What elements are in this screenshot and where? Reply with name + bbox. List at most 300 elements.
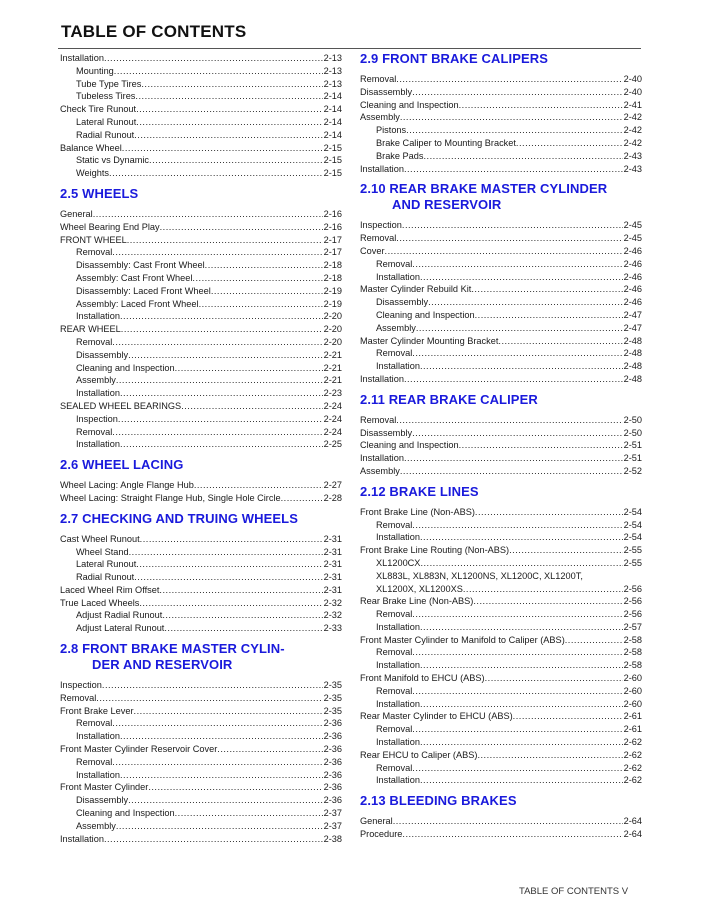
- toc-entry-label: Installation: [376, 361, 420, 372]
- toc-entry-label: Procedure: [360, 829, 403, 840]
- toc-entry[interactable]: [60, 692, 342, 705]
- dot-leader: [412, 258, 622, 271]
- toc-entry-page: 2-20: [323, 311, 342, 322]
- dot-leader: [396, 414, 622, 427]
- toc-entry[interactable]: [60, 717, 342, 730]
- dot-leader: [402, 219, 623, 232]
- toc-entry-page: 2-48: [623, 373, 642, 384]
- toc-entry-page: 2-55: [623, 545, 642, 556]
- dot-leader: [129, 546, 323, 559]
- section-heading-2-6-wheel-lacing[interactable]: [60, 457, 342, 473]
- toc-entry[interactable]: [360, 283, 642, 296]
- dot-leader: [118, 413, 323, 426]
- toc-entry[interactable]: [60, 246, 342, 259]
- dot-leader: [404, 452, 623, 465]
- dot-leader: [412, 347, 622, 360]
- toc-entry[interactable]: [360, 232, 642, 245]
- toc-entry-label: Removal: [76, 247, 113, 258]
- toc-entry[interactable]: [60, 533, 342, 546]
- toc-entry[interactable]: [360, 150, 642, 163]
- dot-leader: [159, 584, 322, 597]
- toc-entry-page: 2-51: [623, 453, 642, 464]
- toc-entry-page: 2-32: [323, 610, 342, 621]
- dot-leader: [140, 533, 323, 546]
- toc-entry-label: Installation: [60, 833, 104, 844]
- toc-entry-page: 2-17: [323, 247, 342, 258]
- dot-leader: [424, 150, 623, 163]
- toc-entry-page: 2-36: [323, 756, 342, 767]
- toc-entry-page: 2-58: [623, 634, 642, 645]
- dot-leader: [217, 743, 322, 756]
- toc-entry-page: 2-56: [623, 596, 642, 607]
- toc-entry-label: Removal: [76, 756, 113, 767]
- toc-entry-label: Disassembly: [360, 86, 413, 97]
- toc-entry-label: Radial Runout: [76, 572, 135, 583]
- toc-entry[interactable]: [60, 769, 342, 782]
- toc-entry[interactable]: [360, 774, 642, 787]
- toc-entry-page: 2-46: [623, 245, 642, 256]
- dot-leader: [475, 506, 623, 519]
- toc-entry[interactable]: [60, 438, 342, 451]
- toc-entry[interactable]: [60, 794, 342, 807]
- toc-entry[interactable]: [60, 426, 342, 439]
- toc-entry[interactable]: [360, 99, 642, 112]
- toc-entry[interactable]: [360, 124, 642, 137]
- section-heading-2-7-checking-and-truing-wheels[interactable]: [60, 511, 342, 527]
- toc-entry[interactable]: [60, 154, 342, 167]
- dot-leader: [402, 828, 622, 841]
- toc-entry-label: Radial Runout: [76, 129, 135, 140]
- dot-leader: [112, 426, 322, 439]
- toc-entry[interactable]: [360, 544, 642, 557]
- dot-leader: [199, 298, 323, 311]
- section-heading-text: 2.12 BRAKE LINES: [360, 483, 479, 499]
- section-heading-2-5-wheels[interactable]: [60, 186, 342, 202]
- dot-leader: [412, 519, 622, 532]
- toc-entry[interactable]: [60, 833, 342, 846]
- dot-leader: [112, 246, 322, 259]
- dot-leader: [112, 336, 322, 349]
- toc-entry-label: Brake Caliper to Mounting Bracket: [376, 137, 516, 148]
- toc-entry-page: 2-47: [623, 309, 642, 320]
- toc-entry-label: Installation: [376, 621, 420, 632]
- toc-entry[interactable]: [60, 807, 342, 820]
- toc-entry-page: 2-36: [323, 795, 342, 806]
- toc-entry[interactable]: [60, 65, 342, 78]
- dot-leader: [122, 142, 323, 155]
- toc-entry-label: Removal: [376, 762, 413, 773]
- toc-entry-label: Installation: [60, 53, 104, 63]
- toc-entry[interactable]: [60, 142, 342, 155]
- toc-entry[interactable]: [60, 597, 342, 610]
- dot-leader: [121, 323, 323, 336]
- toc-entry[interactable]: [360, 815, 642, 828]
- toc-entry-label: Removal: [76, 336, 113, 347]
- toc-entry[interactable]: [360, 439, 642, 452]
- dot-leader: [420, 271, 623, 284]
- toc-entry-label: Front Brake Line (Non-ABS): [360, 506, 475, 517]
- toc-entry[interactable]: [60, 167, 342, 180]
- toc-entry[interactable]: [60, 374, 342, 387]
- section-heading-2-8-front-brake-master-cylin[interactable]: [60, 641, 342, 673]
- toc-entry[interactable]: [360, 749, 642, 762]
- toc-entry[interactable]: [60, 285, 342, 298]
- dot-leader: [463, 583, 623, 596]
- toc-entry-label: Disassembly: [360, 427, 413, 438]
- toc-entry-page: 2-42: [623, 112, 642, 123]
- dot-leader: [513, 710, 623, 723]
- toc-entry[interactable]: [360, 414, 642, 427]
- toc-entry[interactable]: [360, 634, 642, 647]
- toc-entry-label: Balance Wheel: [60, 142, 122, 153]
- dot-leader: [416, 322, 623, 335]
- dot-leader: [404, 373, 623, 386]
- toc-entry-label: SEALED WHEEL BEARINGS: [60, 400, 182, 411]
- toc-entry[interactable]: [60, 259, 342, 272]
- toc-entry[interactable]: [360, 465, 642, 478]
- toc-entry-page: 2-33: [323, 623, 342, 634]
- page-footer: TABLE OF CONTENTS V: [519, 886, 629, 897]
- toc-entry-label: Cleaning and Inspection: [360, 99, 459, 110]
- dot-leader: [412, 723, 622, 736]
- toc-entry[interactable]: [360, 672, 642, 685]
- toc-entry[interactable]: [360, 452, 642, 465]
- toc-entry-label: XL883L, XL883N, XL1200NS, XL1200C, XL1200T,: [376, 570, 583, 581]
- dot-leader: [120, 310, 323, 323]
- toc-entry-page: 2-32: [323, 597, 342, 608]
- toc-entry[interactable]: [360, 73, 642, 86]
- toc-entry[interactable]: [360, 608, 642, 621]
- dot-leader: [136, 558, 322, 571]
- toc-entry-label: Static vs Dynamic: [76, 155, 150, 166]
- toc-entry[interactable]: [60, 820, 342, 833]
- toc-entry-page: 2-25: [323, 439, 342, 450]
- toc-entry-page: 2-58: [623, 647, 642, 658]
- toc-entry-page: 2-31: [323, 546, 342, 557]
- toc-entry[interactable]: [360, 137, 642, 150]
- toc-entry-label: Assembly: [76, 375, 116, 386]
- toc-entry[interactable]: [360, 360, 642, 373]
- dot-leader: [420, 659, 623, 672]
- section-heading-continuation: AND RESERVOIR: [392, 197, 502, 213]
- dot-leader: [181, 400, 322, 413]
- dot-leader: [160, 221, 323, 234]
- toc-entry-label: Installation: [376, 532, 420, 543]
- dot-leader: [141, 78, 322, 91]
- toc-entry[interactable]: [60, 52, 342, 65]
- toc-entry-label: Cleaning and Inspection: [360, 440, 459, 451]
- toc-entry-page: 2-45: [623, 220, 642, 231]
- toc-entry[interactable]: [60, 756, 342, 769]
- toc-left-column: [60, 52, 342, 845]
- toc-entry-page: 2-31: [323, 559, 342, 570]
- toc-entry-page: 2-62: [623, 737, 642, 748]
- section-heading-text: 2.8 FRONT BRAKE MASTER CYLIN-: [60, 641, 285, 657]
- dot-leader: [109, 167, 323, 180]
- toc-entry[interactable]: [60, 221, 342, 234]
- dot-leader: [127, 234, 323, 247]
- toc-entry[interactable]: [360, 335, 642, 348]
- toc-entry-page: 2-62: [623, 762, 642, 773]
- toc-entry-page: 2-42: [623, 125, 642, 136]
- toc-entry-label: Tubeless Tires: [76, 91, 136, 102]
- toc-entry-label: General: [60, 208, 93, 219]
- toc-entry[interactable]: [360, 427, 642, 440]
- toc-entry[interactable]: [60, 129, 342, 142]
- dot-leader: [420, 360, 623, 373]
- toc-entry-page: 2-64: [623, 829, 642, 840]
- toc-entry-label: REAR WHEEL: [60, 324, 121, 335]
- toc-entry-label: Installation: [76, 388, 120, 399]
- toc-entry-page: 2-19: [323, 285, 342, 296]
- dot-leader: [385, 245, 623, 258]
- toc-entry-label: Front Master Cylinder Reservoir Cover: [60, 744, 218, 755]
- dot-leader: [149, 154, 323, 167]
- toc-entry-label: Front Brake Lever: [60, 705, 134, 716]
- dot-leader: [102, 679, 323, 692]
- toc-entry-label: XL1200X, XL1200XS: [376, 583, 463, 594]
- toc-entry-label: Disassembly: Cast Front Wheel: [76, 260, 205, 271]
- toc-entry-page: 2-46: [623, 284, 642, 295]
- toc-entry[interactable]: [60, 781, 342, 794]
- toc-entry-label: Pistons: [376, 125, 407, 136]
- toc-entry[interactable]: [360, 570, 642, 583]
- toc-entry-label: Installation: [376, 271, 420, 282]
- toc-entry[interactable]: [60, 400, 342, 413]
- dot-leader: [412, 427, 623, 440]
- toc-entry[interactable]: [360, 271, 642, 284]
- toc-entry[interactable]: [60, 387, 342, 400]
- toc-entry-page: 2-54: [623, 519, 642, 530]
- toc-entry-label: Laced Wheel Rim Offset: [60, 584, 160, 595]
- toc-entry[interactable]: [360, 519, 642, 532]
- toc-entry-page: 2-19: [323, 298, 342, 309]
- toc-entry-page: 2-43: [623, 163, 642, 174]
- toc-entry-label: Adjust Radial Runout: [76, 610, 163, 621]
- toc-entry-page: 2-23: [323, 388, 342, 399]
- toc-entry[interactable]: [360, 659, 642, 672]
- toc-entry[interactable]: [360, 685, 642, 698]
- toc-entry[interactable]: [60, 479, 342, 492]
- toc-entry[interactable]: [60, 609, 342, 622]
- toc-entry[interactable]: [360, 710, 642, 723]
- toc-entry[interactable]: [360, 621, 642, 634]
- toc-entry-label: Installation: [76, 731, 120, 742]
- dot-leader: [135, 90, 322, 103]
- toc-entry-label: Assembly: [76, 820, 116, 831]
- toc-entry[interactable]: [60, 103, 342, 116]
- toc-entry-label: Master Cylinder Rebuild Kit: [360, 284, 472, 295]
- toc-entry-page: 2-21: [323, 349, 342, 360]
- toc-entry[interactable]: [360, 646, 642, 659]
- toc-entry-page: 2-35: [323, 705, 342, 716]
- toc-entry-label: Removal: [376, 609, 413, 620]
- toc-entry[interactable]: [60, 349, 342, 362]
- toc-entry[interactable]: [60, 622, 342, 635]
- toc-entry-page: 2-40: [623, 74, 642, 84]
- toc-entry[interactable]: [60, 234, 342, 247]
- toc-entry-label: Wheel Bearing End Play: [60, 221, 160, 232]
- toc-entry-page: 2-21: [323, 375, 342, 386]
- toc-entry-label: Installation: [360, 373, 404, 384]
- dot-leader: [136, 116, 322, 129]
- toc-entry[interactable]: [360, 258, 642, 271]
- dot-leader: [114, 65, 323, 78]
- toc-entry[interactable]: [360, 723, 642, 736]
- toc-entry-page: 2-57: [623, 621, 642, 632]
- toc-entry-label: Removal: [76, 426, 113, 437]
- toc-entry-page: 2-48: [623, 361, 642, 372]
- toc-entry[interactable]: [60, 208, 342, 221]
- section-heading-2-10-rear-brake-master-cylinder[interactable]: [360, 181, 642, 213]
- toc-entry-page: 2-18: [323, 272, 342, 283]
- toc-entry[interactable]: [360, 86, 642, 99]
- dot-leader: [420, 621, 623, 634]
- toc-entry[interactable]: [360, 219, 642, 232]
- dot-leader: [175, 807, 323, 820]
- toc-entry[interactable]: [360, 828, 642, 841]
- toc-entry[interactable]: [60, 743, 342, 756]
- toc-entry[interactable]: [360, 595, 642, 608]
- toc-entry[interactable]: [60, 584, 342, 597]
- toc-entry-label: XL1200CX: [376, 557, 421, 568]
- header-rule: [58, 48, 641, 49]
- toc-entry-page: 2-51: [623, 440, 642, 451]
- toc-entry[interactable]: [360, 506, 642, 519]
- toc-entry-page: 2-56: [623, 609, 642, 620]
- dot-leader: [134, 129, 322, 142]
- toc-entry-label: Disassembly: Laced Front Wheel: [76, 285, 211, 296]
- dot-leader: [459, 439, 623, 452]
- toc-entry-label: Installation: [376, 660, 420, 671]
- toc-entry[interactable]: [360, 698, 642, 711]
- dot-leader: [400, 465, 623, 478]
- toc-entry[interactable]: [60, 336, 342, 349]
- dot-leader: [116, 374, 323, 387]
- toc-entry[interactable]: [360, 531, 642, 544]
- toc-entry-label: Tube Type Tires: [76, 78, 142, 89]
- toc-entry-page: 2-50: [623, 427, 642, 438]
- dot-leader: [473, 595, 622, 608]
- section-heading-text: 2.5 WHEELS: [60, 185, 139, 201]
- toc-entry[interactable]: [60, 546, 342, 559]
- dot-leader: [128, 349, 323, 362]
- toc-entry[interactable]: [360, 373, 642, 386]
- toc-entry[interactable]: [60, 310, 342, 323]
- toc-entry[interactable]: [360, 583, 642, 596]
- toc-entry[interactable]: [360, 557, 642, 570]
- toc-entry-label: Removal: [376, 348, 413, 359]
- toc-entry[interactable]: [360, 111, 642, 124]
- toc-entry-page: 2-20: [323, 336, 342, 347]
- dot-leader: [475, 309, 623, 322]
- dot-leader: [404, 163, 623, 176]
- toc-entry[interactable]: [60, 78, 342, 91]
- toc-entry[interactable]: [60, 492, 342, 505]
- toc-entry-page: 2-36: [323, 744, 342, 755]
- dot-leader: [120, 387, 323, 400]
- toc-entry-label: Removal: [360, 233, 397, 244]
- toc-entry-page: 2-16: [323, 208, 342, 219]
- dot-leader: [516, 137, 623, 150]
- section-heading-text: 2.11 REAR BRAKE CALIPER: [360, 391, 538, 407]
- toc-entry-label: Removal: [376, 258, 413, 269]
- toc-entry-page: 2-31: [323, 584, 342, 595]
- toc-entry[interactable]: [360, 322, 642, 335]
- section-heading-2-9-front-brake-calipers[interactable]: [360, 51, 642, 67]
- toc-entry[interactable]: [60, 558, 342, 571]
- dot-leader: [281, 492, 323, 505]
- toc-entry[interactable]: [360, 309, 642, 322]
- toc-entry[interactable]: [360, 762, 642, 775]
- toc-entry[interactable]: [60, 272, 342, 285]
- toc-entry[interactable]: [60, 116, 342, 129]
- toc-entry[interactable]: [360, 163, 642, 176]
- toc-entry-label: Mounting: [76, 65, 114, 76]
- toc-entry-label: Rear EHCU to Caliper (ABS): [360, 749, 478, 760]
- toc-entry-label: Removal: [376, 519, 413, 530]
- toc-entry[interactable]: [360, 245, 642, 258]
- dot-leader: [128, 794, 323, 807]
- toc-entry-page: 2-61: [623, 724, 642, 735]
- toc-entry-label: Installation: [360, 453, 404, 464]
- toc-entry-page: 2-14: [323, 116, 342, 127]
- toc-entry-label: Cleaning and Inspection: [76, 362, 175, 373]
- toc-entry[interactable]: [60, 571, 342, 584]
- page-title: TABLE OF CONTENTS: [61, 22, 247, 41]
- toc-entry[interactable]: [60, 90, 342, 103]
- section-heading-2-13-bleeding-brakes[interactable]: [360, 793, 642, 809]
- toc-entry[interactable]: [60, 323, 342, 336]
- section-heading-2-11-rear-brake-caliper[interactable]: [360, 392, 642, 408]
- toc-entry[interactable]: [360, 736, 642, 749]
- toc-entry-page: 2-60: [623, 698, 642, 709]
- toc-entry[interactable]: [60, 413, 342, 426]
- dot-leader: [134, 705, 323, 718]
- toc-entry[interactable]: [60, 730, 342, 743]
- toc-entry-label: Disassembly: [76, 349, 129, 360]
- section-heading-2-12-brake-lines[interactable]: [360, 484, 642, 500]
- toc-entry-label: Inspection: [76, 413, 118, 424]
- toc-entry-label: Removal: [60, 692, 97, 703]
- toc-entry[interactable]: [60, 362, 342, 375]
- toc-entry-page: 2-24: [323, 426, 342, 437]
- toc-entry[interactable]: [360, 347, 642, 360]
- toc-entry-page: 2-31: [323, 533, 342, 544]
- dot-leader: [116, 820, 323, 833]
- dot-leader: [498, 335, 622, 348]
- dot-leader: [148, 781, 322, 794]
- toc-entry-label: Rear Master Cylinder to EHCU (ABS): [360, 711, 513, 722]
- toc-entry-label: Front Manifold to EHCU (ABS): [360, 673, 485, 684]
- toc-entry[interactable]: [60, 298, 342, 311]
- toc-entry[interactable]: [60, 679, 342, 692]
- toc-entry-label: Assembly: [376, 322, 416, 333]
- dot-leader: [96, 692, 322, 705]
- dot-leader: [164, 622, 322, 635]
- toc-entry[interactable]: [360, 296, 642, 309]
- toc-entry-page: 2-47: [623, 322, 642, 333]
- section-heading-text: 2.13 BLEEDING BRAKES: [360, 793, 517, 809]
- dot-leader: [420, 557, 622, 570]
- toc-entry-label: FRONT WHEEL: [60, 234, 127, 245]
- dot-leader: [509, 544, 623, 557]
- dot-leader: [93, 208, 323, 221]
- toc-entry-label: Check Tire Runout: [60, 104, 137, 115]
- dot-leader: [428, 296, 623, 309]
- toc-entry[interactable]: [60, 705, 342, 718]
- toc-entry-label: Installation: [76, 311, 120, 322]
